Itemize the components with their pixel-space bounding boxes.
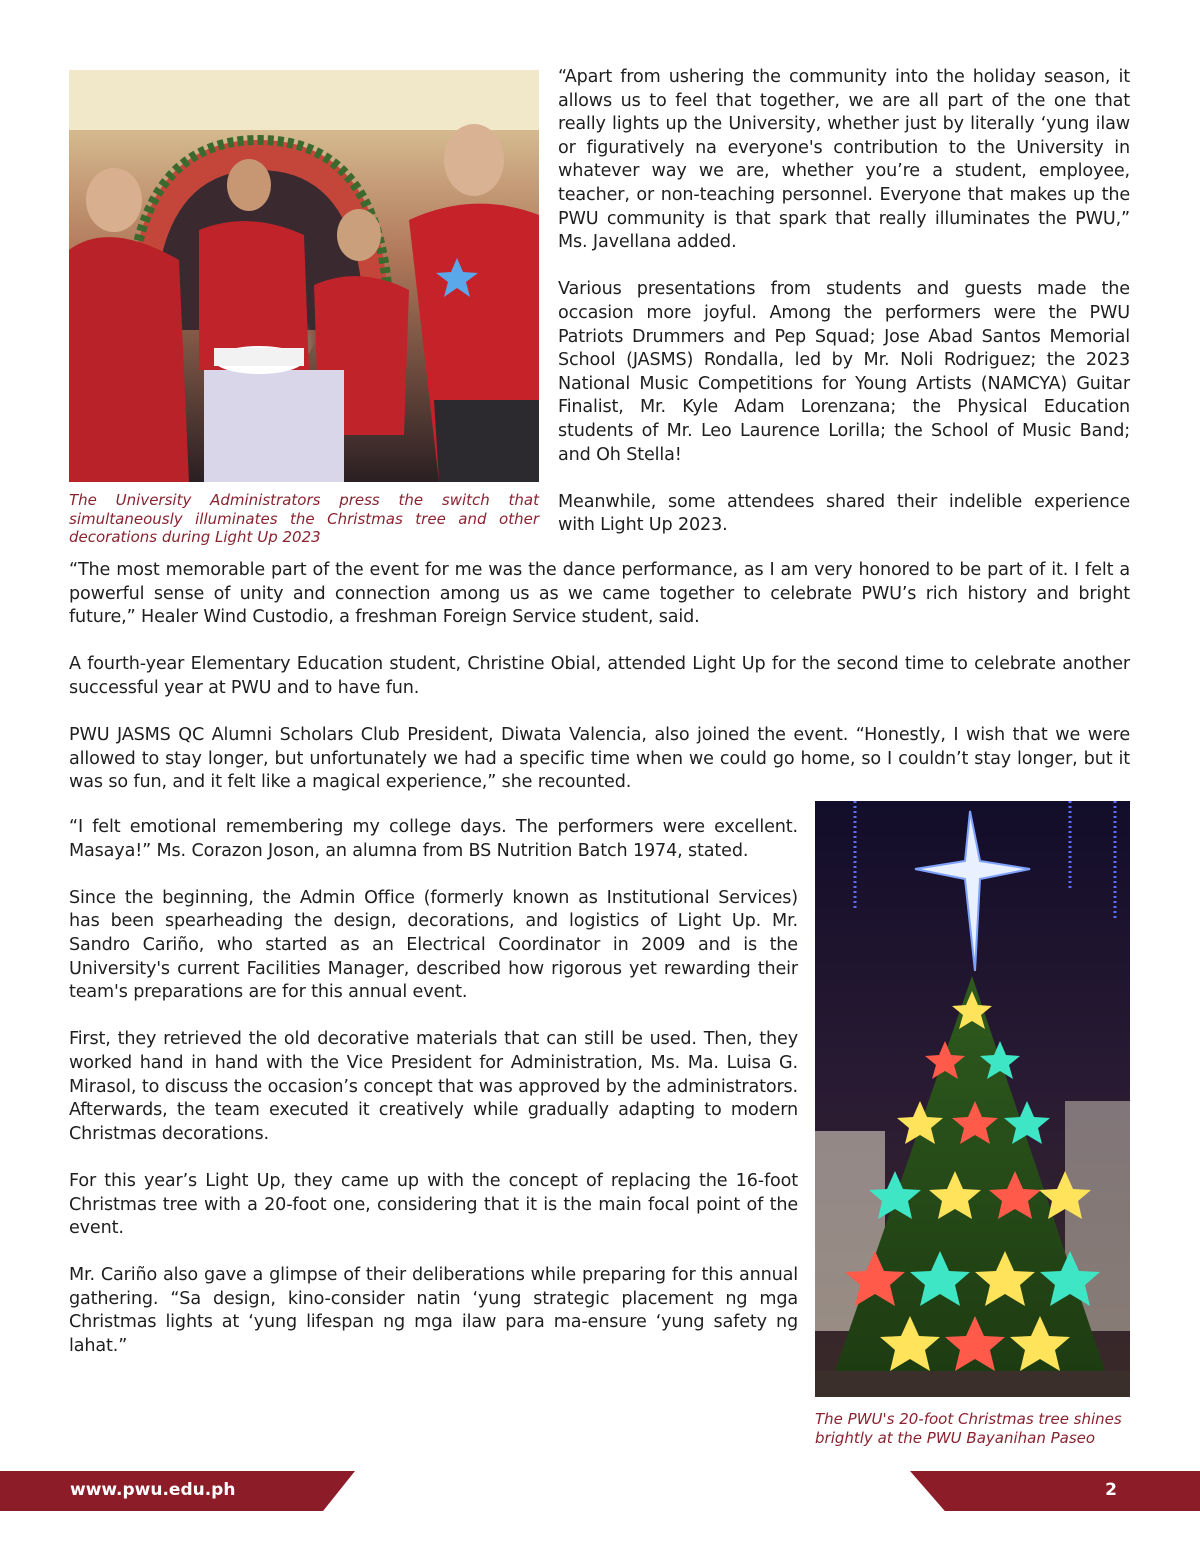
bottom-left-text-column (69, 816, 798, 1359)
page-number: 2 (1105, 1480, 1117, 1500)
footer-website-link[interactable]: www.pwu.edu.ph (70, 1480, 236, 1500)
paragraph: Mr. Cariño also gave a glimpse of their deliberations while preparing for this annual gathering. “Sa design, kino-consider natin ‘yung strategic placement ng mga Christmas lights at ‘yung lifespan ng mga ilaw para ma-ensure ‘yung safety ng lahat.” (69, 1265, 798, 1357)
paragraph: “I felt emotional remembering my college days. The performers were excellent. Masaya!” Ms. Corazon Joson, an alumna from BS Nutrition Batch 1974, stated. (69, 817, 798, 861)
paragraph: “The most memorable part of the event for me was the dance performance, as I am very honored to be part of it. I felt a powerful sense of unity and connection among us as we came together to celebrate PWU’s rich history and bright future,” Healer Wind Custodio, a freshman Foreign Service student, said. (69, 560, 1130, 628)
footer-band-right (910, 1471, 1200, 1511)
paragraph: “Apart from ushering the community into the holiday season, it allows us to feel that together, we are all part of the one that really lights up the University, whether just by literally ‘yung ilaw or figuratively na everyone's contribution to the University in whatever way we are, whether you’re a student, employee, teacher, or non-teaching personnel. Everyone that makes up the PWU community is that spark that really illuminates the PWU,” Ms. Javellana added. (558, 67, 1130, 253)
paragraph: PWU JASMS QC Alumni Scholars Club President, Diwata Valencia, also joined the event. “Honestly, I wish that we were allowed to stay longer, but unfortunately we had a specific time when we could go home, so I couldn’t stay longer, but it was so fun, and it felt like a magical experience,” she recounted. (69, 725, 1130, 793)
full-width-text-block (69, 559, 1130, 795)
paragraph: A fourth-year Elementary Education student, Christine Obial, attended Light Up for the second time to celebrate another successful year at PWU and to have fun. (69, 654, 1130, 698)
paragraph: For this year’s Light Up, they came up with the concept of replacing the 16-foot Christmas tree with a 20-foot one, considering that it is the main focal point of the event. (69, 1170, 798, 1239)
photo-christmas-tree (815, 801, 1130, 1397)
top-right-text-column (558, 66, 1130, 538)
photo-christmas-tree-caption: The PWU's 20-foot Christmas tree shines brightly at the PWU Bayanihan Paseo (815, 1410, 1122, 1447)
paragraph: Since the beginning, the Admin Office (formerly known as Institutional Services) has been spearheading the design, decorations, and logistics of Light Up. Mr. Sandro Cariño, who started as an Electrical Coordinator in 2009 and is the University's current Facilities Manager, described how rigorous yet rewarding their team's preparations are for this annual event. (69, 887, 798, 1003)
paragraph: Various presentations from students and guests made the occasion more joyful. Among the performers were the PWU Patriots Drummers and Pep Squad; Jose Abad Santos Memorial School (JASMS) Rondalla, led by Mr. Noli Rodriguez; the 2023 National Music Competitions for Young Artists (NAMCYA) Guitar Finalist, Mr. Kyle Adam Lorenzana; the Physical Education students of Mr. Leo Laurence Lorilla; the School of Music Band; and Oh Stella! (558, 279, 1130, 465)
photo-light-up-switch (69, 70, 539, 482)
photo-light-up-switch-caption: The University Administrators press the switch that simultaneously illuminates the Christmas tree and other decorations during Light Up 2023 (69, 491, 539, 546)
paragraph: First, they retrieved the old decorative materials that can still be used. Then, they worked hand in hand with the Vice President for Administration, Ms. Ma. Luisa G. Mirasol, to discuss the occasion’s concept that was approved by the administrators. Afterwards, the team executed it creatively while gradually adapting to modern Christmas decorations. (69, 1029, 798, 1144)
paragraph: Meanwhile, some attendees shared their indelible experience with Light Up 2023. (558, 491, 1130, 536)
